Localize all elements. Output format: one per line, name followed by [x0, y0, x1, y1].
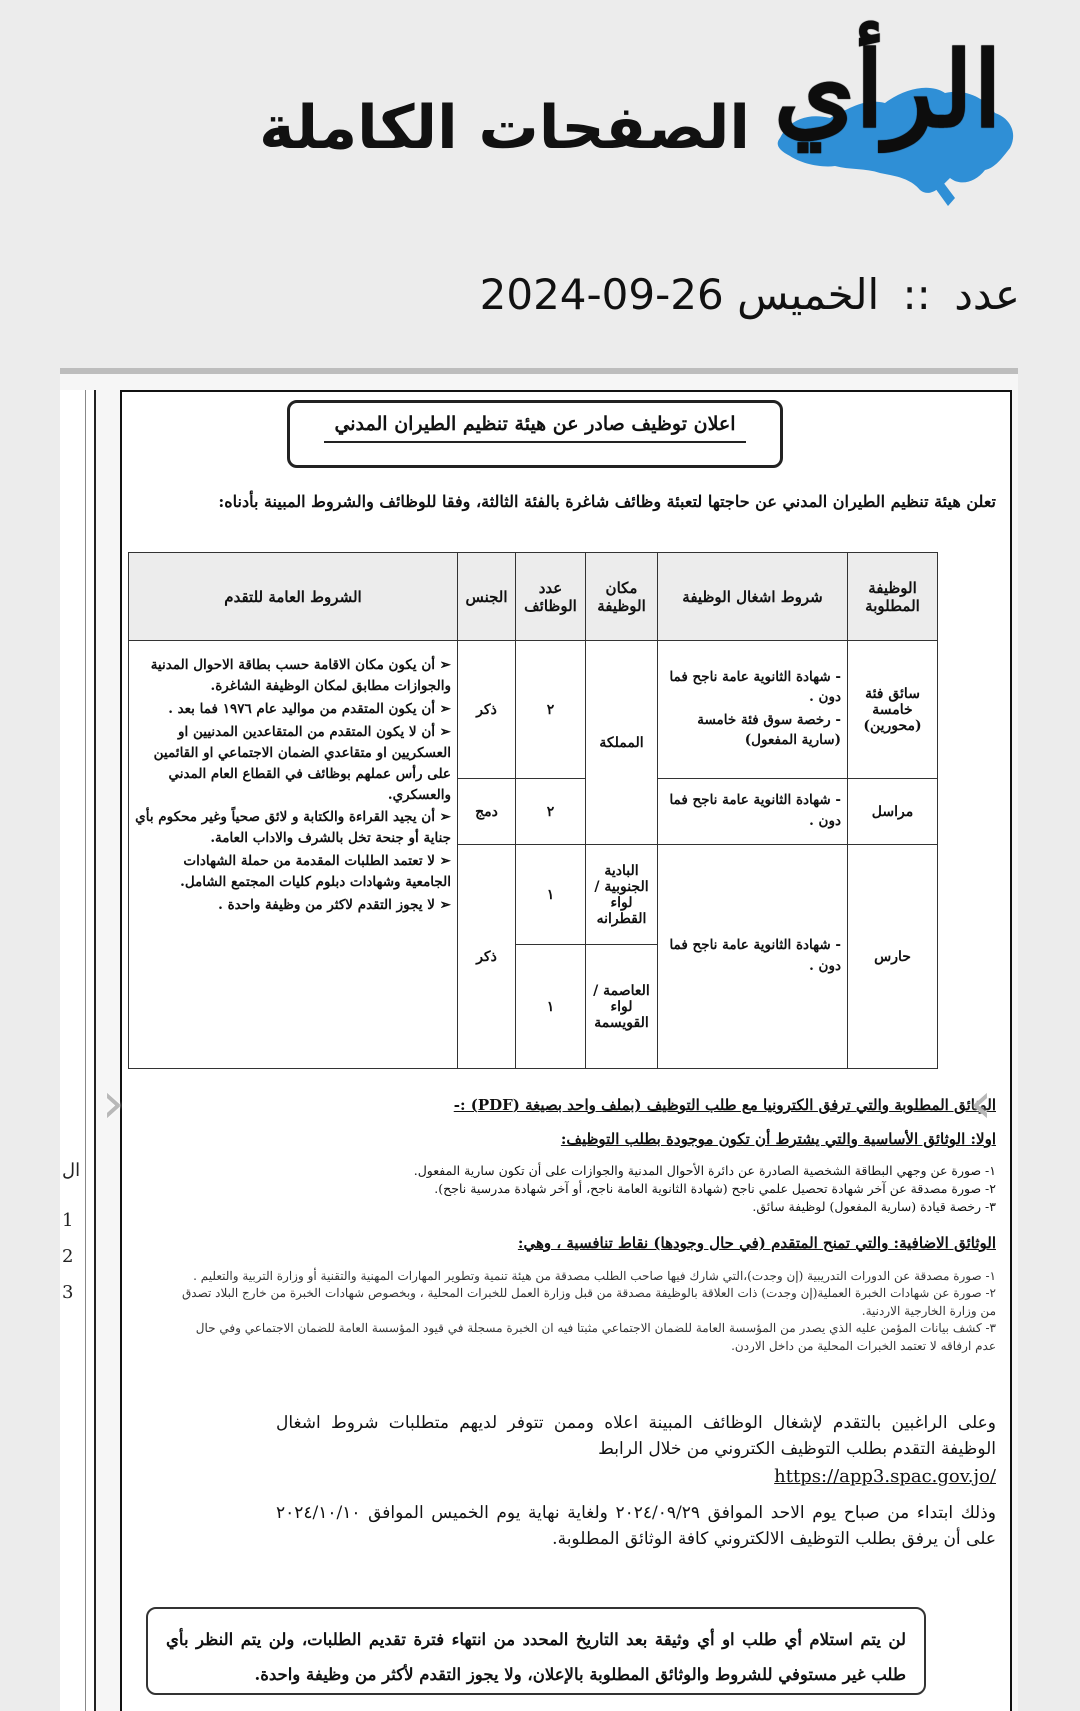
basic-docs-list — [176, 1162, 996, 1216]
count-cell: ١ — [516, 945, 586, 1069]
prev-page-fragment: 3 — [62, 1282, 74, 1303]
prev-page-fragment: ال — [62, 1160, 81, 1181]
gender-cell: دمج — [458, 779, 516, 845]
intro-text: تعلن هيئة تنظيم الطيران المدني عن حاجتها لتعبئة وظائف شاغرة بالفئة الثالثة، وفقا للوظائف والشروط المبينة بأدناه: — [218, 492, 996, 511]
location-cell: المملكة — [586, 641, 658, 845]
job-cell: حارس — [848, 845, 938, 1069]
page-viewer[interactable] — [60, 368, 1018, 1711]
logo-text: الرأي — [773, 28, 1002, 151]
requirement-item: - شهادة الثانوية عامة ناجح فما دون . — [669, 792, 841, 829]
notice-box: لن يتم استلام أي طلب او أي وثيقة بعد التاريخ المحدد من انتهاء فترة تقديم الطلبات، ولن يتم النظر بأي طلب غير مستوفي للشروط والوثائق المطلوبة بالإعلان، ولا يجوز التقدم لأكثر من وظيفة واحدة. — [146, 1607, 926, 1695]
requirement-item: - رخصة سوق فئة خامسة (سارية المفعول) — [697, 711, 841, 748]
job-cell: مراسل — [848, 779, 938, 845]
docs-heading: الوثائق المطلوبة والتي ترفق الكترونيا مع طلب التوظيف (بملف واحد بصيغة (PDF) :- — [453, 1096, 996, 1114]
apply-paragraph — [276, 1410, 996, 1491]
basic-docs-heading: اولا: الوثائق الأساسية والتي يشترط أن تكون موجودة بطلب التوظيف: — [560, 1130, 996, 1148]
requirement-item: - شهادة الثانوية عامة ناجح فما دون . — [669, 669, 841, 706]
col-header-general: الشروط العامة للتقدم — [129, 553, 458, 641]
requirements-cell — [658, 641, 848, 779]
condition-item: ➢ أن يجيد القراءة والكتابة و لائق صحياً وغير محكوم بأي جناية أو جنحة تخل بالشرف والاداب العامة. — [135, 809, 451, 847]
condition-item: ➢ لا يجوز التقدم لاكثر من وظيفة واحدة . — [218, 897, 451, 914]
alrai-logo[interactable] — [760, 28, 1020, 208]
issue-line — [480, 270, 1020, 319]
extra-docs-list — [176, 1268, 996, 1355]
location-cell: البادية الجنوبية / لواء القطرانه — [586, 845, 658, 945]
previous-page-arrow-icon[interactable]: ‹ — [101, 1071, 125, 1136]
extra-docs-heading: الوثائق الاضافية: والتي تمنح المتقدم (في حال وجودها) نقاط تنافسية ، وهي: — [517, 1234, 996, 1252]
previous-page-edge[interactable] — [60, 390, 96, 1711]
condition-item: ➢ أن يكون المتقدم من مواليد عام ١٩٧٦ فما بعد . — [168, 700, 451, 717]
list-item: ٣- رخصة قيادة (سارية المفعول) لوظيفة سائق. — [752, 1199, 996, 1215]
gender-cell: ذكر — [458, 641, 516, 779]
col-header-requirements: شروط اشغال الوظيفة — [658, 553, 848, 641]
gender-cell: ذكر — [458, 845, 516, 1069]
job-cell: سائق فئة خامسة (محورين) — [848, 641, 938, 779]
period-paragraph: وذلك ابتداء من صباح يوم الاحد الموافق ٢٠٢٤/٠٩/٢٩ ولغاية نهاية يوم الخميس الموافق ٢٠٢٤/١٠/١٠ على أن يرفق بطلب التوظيف الالكتروني كافة الوثائق المطلوبة. — [276, 1503, 996, 1550]
issue-separator: :: — [902, 270, 931, 319]
list-item: ٢- صورة عن شهادات الخبرة العملية(إن وجدت) ذات العلاقة بالوظيفة مصدقة من قبل وزارة العمل للخبرات المحلية ، وبخصوص شهادات الخبرة من خارج البلاد تصدق من وزارة الخارجية الاردنية. — [181, 1286, 996, 1318]
condition-item: ➢ أن يكون مكان الاقامة حسب بطاقة الاحوال المدنية والجوازات مطابق لمكان الوظيفة الشاغرة. — [150, 657, 451, 694]
prev-page-fragment: 2 — [62, 1246, 74, 1267]
table-row — [129, 641, 938, 779]
list-item: ١- صورة مصدقة عن الدورات التدريبية (إن وجدت)،التي شارك فيها صاحب الطلب مصدقة من هيئة تنمية وتطوير المهارات المهنية والتقنية أو وزارة التربية والتعليم . — [193, 1269, 996, 1283]
location-cell: العاصمة / لواء القويسمة — [586, 945, 658, 1069]
count-cell: ٢ — [516, 641, 586, 779]
list-item: ٢- صورة مصدقة عن آخر شهادة تحصيل علمي ناجح (شهادة الثانوية العامة ناجح، أو آخر شهادة مدرسية ناجح). — [434, 1181, 996, 1197]
col-header-job: الوظيفة المطلوبة — [848, 553, 938, 641]
col-header-gender: الجنس — [458, 553, 516, 641]
issue-day: الخميس — [737, 270, 880, 319]
requirements-cell — [658, 779, 848, 845]
apply-text: وعلى الراغبين بالتقدم لإشغال الوظائف المبينة اعلاه وممن تتوفر لديهم متطلبات شروط اشغال الوظيفة التقدم بطلب التوظيف الكتروني من خلال الرابط — [276, 1413, 996, 1460]
announcement-title-box — [287, 400, 783, 468]
requirements-cell — [658, 845, 848, 1069]
prev-page-fragment: 1 — [62, 1210, 74, 1231]
list-item: ١- صورة عن وجهي البطاقة الشخصية الصادرة عن دائرة الأحوال المدنية والجوازات على أن تكون سارية المفعول. — [413, 1163, 996, 1178]
document-page — [120, 390, 1012, 1711]
requirement-item: - شهادة الثانوية عامة ناجح فما دون . — [669, 937, 841, 974]
condition-item: ➢ أن لا يكون المتقدم من المتقاعدين المدنيين او العسكريين او متقاعدي الضمان الاجتماعي او القائمين على رأس عملهم بوظائف في القطاع العام المدني والعسكري. — [153, 723, 451, 803]
jobs-table — [128, 552, 938, 1069]
issue-date: 2024-09-26 — [479, 270, 724, 319]
masthead — [0, 20, 1080, 210]
section-title: الصفحات الكاملة — [259, 93, 750, 163]
count-cell: ٢ — [516, 779, 586, 845]
general-conditions-cell — [129, 641, 458, 1069]
announcement-title: اعلان توظيف صادر عن هيئة تنظيم الطيران المدني — [324, 413, 745, 443]
next-page-arrow-icon[interactable]: › — [969, 1071, 993, 1136]
list-item: ٣- كشف بيانات المؤمن عليه الذي يصدر من المؤسسة العامة للضمان الاجتماعي مثبتا فيه ان الخبرة مسجلة في قيود المؤسسة العامة للضمان الاجتماعي وفي حال عدم ارفاقه لا تعتمد الخبرات المحلية من داخل الاردن. — [195, 1321, 996, 1353]
col-header-count: عدد الوظائف — [516, 553, 586, 641]
count-cell: ١ — [516, 845, 586, 945]
issue-label: عدد — [954, 270, 1020, 319]
apply-link[interactable]: https://app3.spac.gov.jo/ — [774, 1465, 996, 1487]
condition-item: ➢ لا تعتمد الطلبات المقدمة من حملة الشهادات الجامعية وشهادات دبلوم كليات المجتمع الشامل. — [180, 853, 451, 891]
col-header-location: مكان الوظيفة — [586, 553, 658, 641]
